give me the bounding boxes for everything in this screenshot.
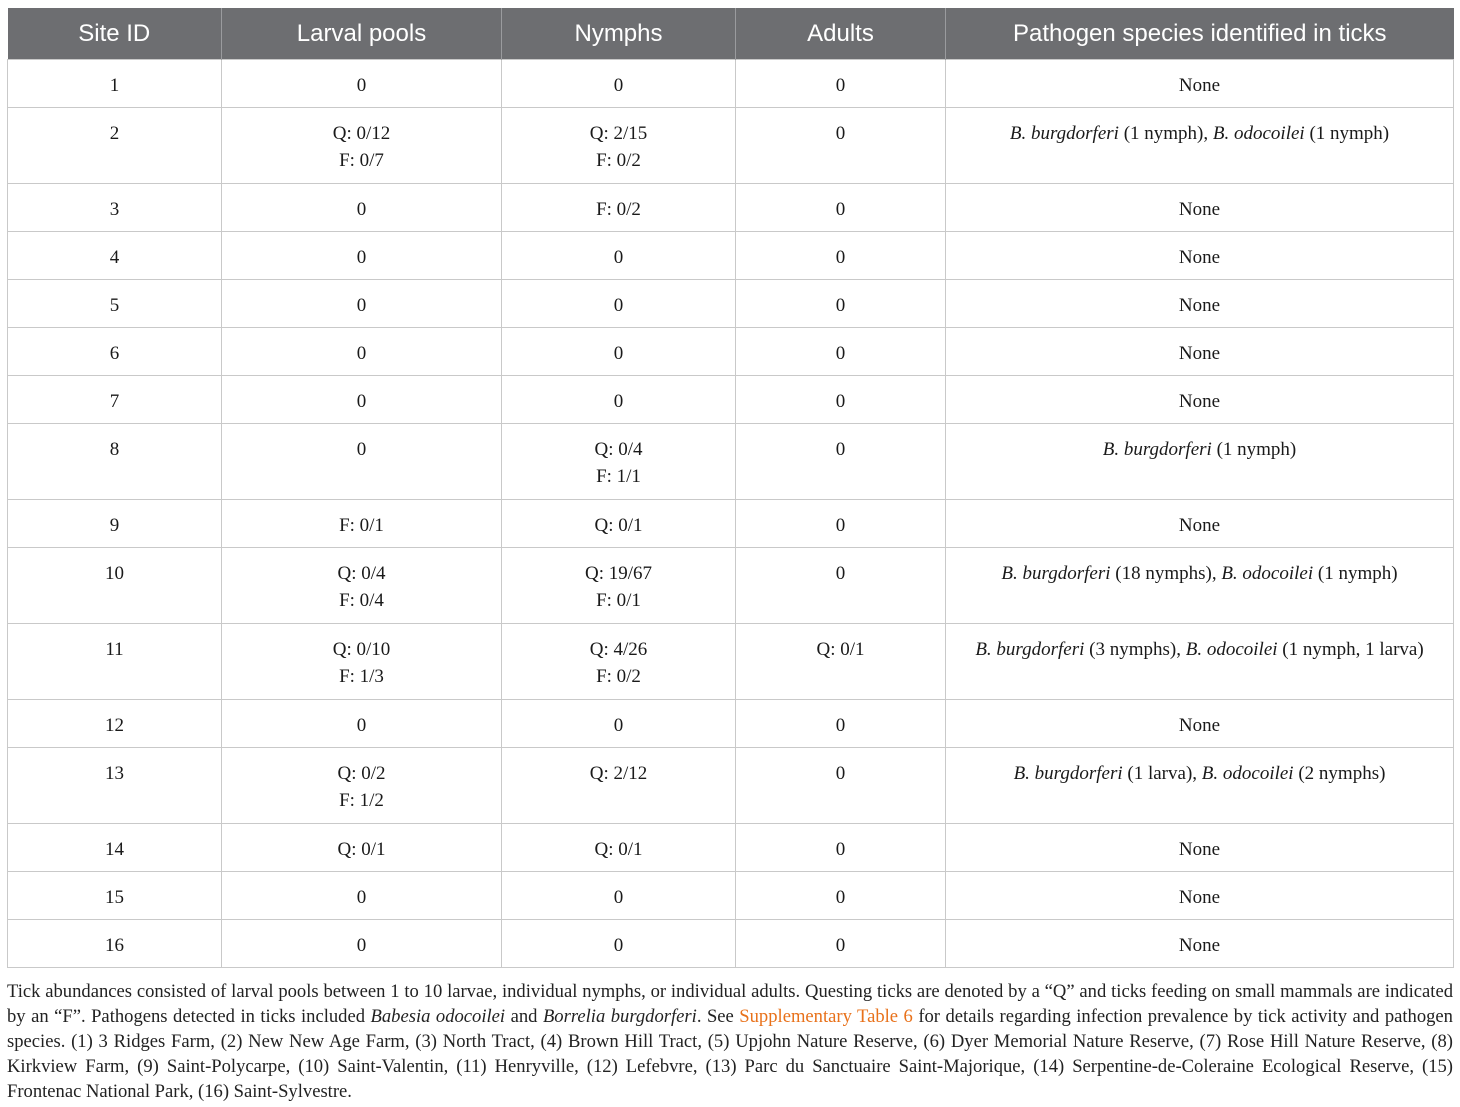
- cell-larval-pools: [222, 500, 502, 548]
- cell-site-id: 9: [8, 500, 222, 548]
- cell-site-id: 7: [8, 376, 222, 424]
- cell-larval-pools: [222, 60, 502, 108]
- cell-site-id: 6: [8, 328, 222, 376]
- pathogen-detail: None: [1178, 935, 1221, 956]
- cell-nymphs: [502, 184, 736, 232]
- cell-line: 0: [356, 295, 367, 316]
- pathogen-species-name: B. burgdorferi: [975, 639, 1085, 660]
- cell-pathogen-species: [946, 184, 1454, 232]
- cell-line: 0: [613, 247, 624, 268]
- cell-nymphs: [502, 424, 736, 500]
- cell-line: F: 1/3: [339, 666, 384, 687]
- cell-nymphs: [502, 500, 736, 548]
- header-site-id: Site ID: [8, 8, 222, 60]
- cell-adults: 0: [736, 700, 946, 748]
- cell-line: Q: 0/12: [332, 123, 391, 144]
- cell-nymphs: [502, 624, 736, 700]
- cell-line: Q: 2/12: [589, 763, 648, 784]
- cell-pathogen-species: [946, 548, 1454, 624]
- cell-line: F: 0/2: [596, 666, 641, 687]
- header-adults: Adults: [736, 8, 946, 60]
- cell-line: 0: [356, 391, 367, 412]
- table-row: [8, 548, 1454, 624]
- cell-adults: 0: [736, 280, 946, 328]
- cell-pathogen-species: [946, 700, 1454, 748]
- cell-larval-pools: [222, 700, 502, 748]
- cell-adults: 0: [736, 60, 946, 108]
- cell-line: 0: [356, 887, 367, 908]
- cell-nymphs: [502, 920, 736, 968]
- cell-line: Q: 19/67: [584, 563, 653, 584]
- pathogen-detail: None: [1178, 839, 1221, 860]
- cell-pathogen-species: [946, 920, 1454, 968]
- pathogen-species-name: B. odocoilei: [1201, 763, 1294, 784]
- cell-line: F: 0/2: [596, 199, 641, 220]
- pathogen-species-name: B. burgdorferi: [1009, 123, 1119, 144]
- pathogen-detail: None: [1178, 295, 1221, 316]
- cell-nymphs: [502, 376, 736, 424]
- cell-line: F: 1/1: [596, 466, 641, 487]
- table-row: [8, 184, 1454, 232]
- cell-pathogen-species: [946, 108, 1454, 184]
- cell-line: 0: [613, 75, 624, 96]
- cell-line: 0: [613, 935, 624, 956]
- table-row: [8, 328, 1454, 376]
- cell-adults: 0: [736, 232, 946, 280]
- footnote-italic-babesia: Babesia odocoilei: [370, 1006, 506, 1027]
- pathogen-detail: (1 nymph, 1 larva): [1277, 639, 1424, 660]
- table-row: [8, 424, 1454, 500]
- cell-line: 0: [613, 391, 624, 412]
- footnote-text-4: for details regarding infection prevalence by tick activity and pathogen species. (1) 3 Ridges Farm, (2) New New Age Farm, (3) North Tract, (4) Brown Hill Tract, (5) Upjohn Nature Reserve, (6) Dyer Memorial Nature Reserve, (7) Rose Hill Nature Reserve, (8) Kirkview Farm, (9) Saint-Polycarpe, (10) Saint-Valentin, (11) Henryville, (12) Lefebvre, (13) Parc du Sanctuaire Saint-Majorique, (14) Serpentine-de-Coleraine Ecological Reserve, (15) Frontenac National Park, (16) Saint-Sylvestre.: [7, 1006, 1453, 1102]
- cell-line: Q: 0/1: [594, 839, 643, 860]
- cell-site-id: 16: [8, 920, 222, 968]
- cell-nymphs: [502, 232, 736, 280]
- cell-adults: 0: [736, 328, 946, 376]
- cell-adults: 0: [736, 108, 946, 184]
- cell-site-id: 15: [8, 872, 222, 920]
- cell-line: 0: [356, 343, 367, 364]
- cell-site-id: 12: [8, 700, 222, 748]
- cell-site-id: 14: [8, 824, 222, 872]
- pathogen-species-name: B. burgdorferi: [1001, 563, 1111, 584]
- cell-pathogen-species: [946, 624, 1454, 700]
- pathogen-species-name: B. burgdorferi: [1102, 439, 1212, 460]
- cell-line: F: 0/1: [596, 590, 641, 611]
- cell-larval-pools: [222, 624, 502, 700]
- cell-larval-pools: [222, 424, 502, 500]
- cell-nymphs: [502, 328, 736, 376]
- tick-pathogen-table: [7, 8, 1454, 968]
- cell-nymphs: [502, 824, 736, 872]
- table-row: [8, 872, 1454, 920]
- header-nymphs: Nymphs: [502, 8, 736, 60]
- cell-line: Q: 0/1: [594, 515, 643, 536]
- cell-adults: 0: [736, 184, 946, 232]
- table-row: [8, 920, 1454, 968]
- footnote-text-2: and: [505, 1006, 543, 1027]
- cell-pathogen-species: [946, 280, 1454, 328]
- header-row: [8, 8, 1454, 60]
- cell-site-id: 11: [8, 624, 222, 700]
- cell-line: 0: [356, 199, 367, 220]
- header-larval-pools: Larval pools: [222, 8, 502, 60]
- cell-line: 0: [356, 715, 367, 736]
- cell-pathogen-species: [946, 376, 1454, 424]
- pathogen-species-name: B. odocoilei: [1185, 639, 1278, 660]
- cell-line: Q: 0/10: [332, 639, 391, 660]
- cell-larval-pools: [222, 920, 502, 968]
- cell-pathogen-species: [946, 824, 1454, 872]
- pathogen-detail: (3 nymphs),: [1084, 639, 1186, 660]
- cell-site-id: 13: [8, 748, 222, 824]
- footnote-text-3: . See: [696, 1006, 740, 1027]
- pathogen-detail: (1 nymph): [1313, 563, 1398, 584]
- cell-pathogen-species: [946, 60, 1454, 108]
- cell-site-id: 2: [8, 108, 222, 184]
- cell-larval-pools: [222, 280, 502, 328]
- cell-line: F: 0/2: [596, 150, 641, 171]
- cell-nymphs: [502, 700, 736, 748]
- supplementary-table-link[interactable]: Supplementary Table 6: [739, 1006, 913, 1027]
- cell-pathogen-species: [946, 500, 1454, 548]
- pathogen-detail: None: [1178, 199, 1221, 220]
- footnote-italic-borrelia: Borrelia burgdorferi: [542, 1006, 697, 1027]
- cell-larval-pools: [222, 328, 502, 376]
- cell-larval-pools: [222, 184, 502, 232]
- pathogen-species-name: B. odocoilei: [1221, 563, 1314, 584]
- cell-adults: 0: [736, 548, 946, 624]
- pathogen-detail: None: [1178, 515, 1221, 536]
- cell-pathogen-species: [946, 424, 1454, 500]
- cell-site-id: 10: [8, 548, 222, 624]
- pathogen-detail: None: [1178, 75, 1221, 96]
- cell-line: Q: 0/4: [337, 563, 386, 584]
- pathogen-detail: (1 nymph): [1304, 123, 1390, 144]
- cell-line: Q: 0/4: [594, 439, 643, 460]
- table-row: [8, 376, 1454, 424]
- footnote-text-1: Tick abundances consisted of larval pools between 1 to 10 larvae, individual nymphs, or individual adults. Questing ticks are denoted by a “Q” and ticks feeding on small mammals are indicated by an “F”. Pathogens detected in ticks included: [7, 981, 1453, 1027]
- cell-adults: 0: [736, 824, 946, 872]
- cell-line: 0: [356, 935, 367, 956]
- cell-nymphs: [502, 872, 736, 920]
- cell-nymphs: [502, 108, 736, 184]
- table-row: [8, 280, 1454, 328]
- cell-nymphs: [502, 280, 736, 328]
- cell-pathogen-species: [946, 328, 1454, 376]
- cell-line: 0: [356, 75, 367, 96]
- cell-line: F: 0/1: [339, 515, 384, 536]
- cell-pathogen-species: [946, 748, 1454, 824]
- table-container: [7, 8, 1453, 968]
- table-row: [8, 232, 1454, 280]
- cell-line: Q: 0/1: [337, 839, 386, 860]
- cell-nymphs: [502, 548, 736, 624]
- cell-adults: 0: [736, 748, 946, 824]
- table-row: [8, 824, 1454, 872]
- cell-larval-pools: [222, 824, 502, 872]
- cell-adults: Q: 0/1: [736, 624, 946, 700]
- cell-line: Q: 4/26: [589, 639, 648, 660]
- table-footnote: [7, 979, 1453, 1104]
- cell-larval-pools: [222, 376, 502, 424]
- pathogen-detail: (1 nymph): [1211, 439, 1297, 460]
- pathogen-detail: (2 nymphs): [1293, 763, 1386, 784]
- cell-larval-pools: [222, 548, 502, 624]
- cell-nymphs: [502, 748, 736, 824]
- cell-adults: 0: [736, 376, 946, 424]
- pathogen-detail: None: [1178, 247, 1221, 268]
- cell-line: 0: [613, 715, 624, 736]
- cell-site-id: 4: [8, 232, 222, 280]
- cell-line: Q: 0/2: [337, 763, 386, 784]
- cell-site-id: 1: [8, 60, 222, 108]
- pathogen-species-name: B. odocoilei: [1212, 123, 1305, 144]
- cell-larval-pools: [222, 108, 502, 184]
- pathogen-detail: (1 larva),: [1122, 763, 1202, 784]
- cell-line: F: 0/4: [339, 590, 384, 611]
- cell-nymphs: [502, 60, 736, 108]
- cell-line: 0: [613, 887, 624, 908]
- cell-adults: 0: [736, 872, 946, 920]
- cell-site-id: 5: [8, 280, 222, 328]
- cell-adults: 0: [736, 500, 946, 548]
- cell-adults: 0: [736, 424, 946, 500]
- cell-larval-pools: [222, 232, 502, 280]
- cell-adults: 0: [736, 920, 946, 968]
- pathogen-detail: (1 nymph),: [1118, 123, 1213, 144]
- pathogen-detail: None: [1178, 391, 1221, 412]
- cell-pathogen-species: [946, 872, 1454, 920]
- cell-larval-pools: [222, 748, 502, 824]
- pathogen-detail: None: [1178, 887, 1221, 908]
- cell-larval-pools: [222, 872, 502, 920]
- cell-line: Q: 2/15: [589, 123, 648, 144]
- cell-pathogen-species: [946, 232, 1454, 280]
- table-row: [8, 108, 1454, 184]
- cell-line: F: 1/2: [339, 790, 384, 811]
- cell-line: F: 0/7: [339, 150, 384, 171]
- pathogen-detail: (18 nymphs),: [1110, 563, 1222, 584]
- table-row: [8, 624, 1454, 700]
- cell-line: 0: [613, 295, 624, 316]
- cell-site-id: 3: [8, 184, 222, 232]
- cell-site-id: 8: [8, 424, 222, 500]
- pathogen-detail: None: [1178, 715, 1221, 736]
- pathogen-species-name: B. burgdorferi: [1013, 763, 1123, 784]
- table-row: [8, 60, 1454, 108]
- pathogen-detail: None: [1178, 343, 1221, 364]
- table-row: [8, 500, 1454, 548]
- cell-line: 0: [356, 439, 367, 460]
- cell-line: 0: [356, 247, 367, 268]
- cell-line: 0: [613, 343, 624, 364]
- table-row: [8, 748, 1454, 824]
- table-row: [8, 700, 1454, 748]
- header-pathogen-species: Pathogen species identified in ticks: [946, 8, 1454, 60]
